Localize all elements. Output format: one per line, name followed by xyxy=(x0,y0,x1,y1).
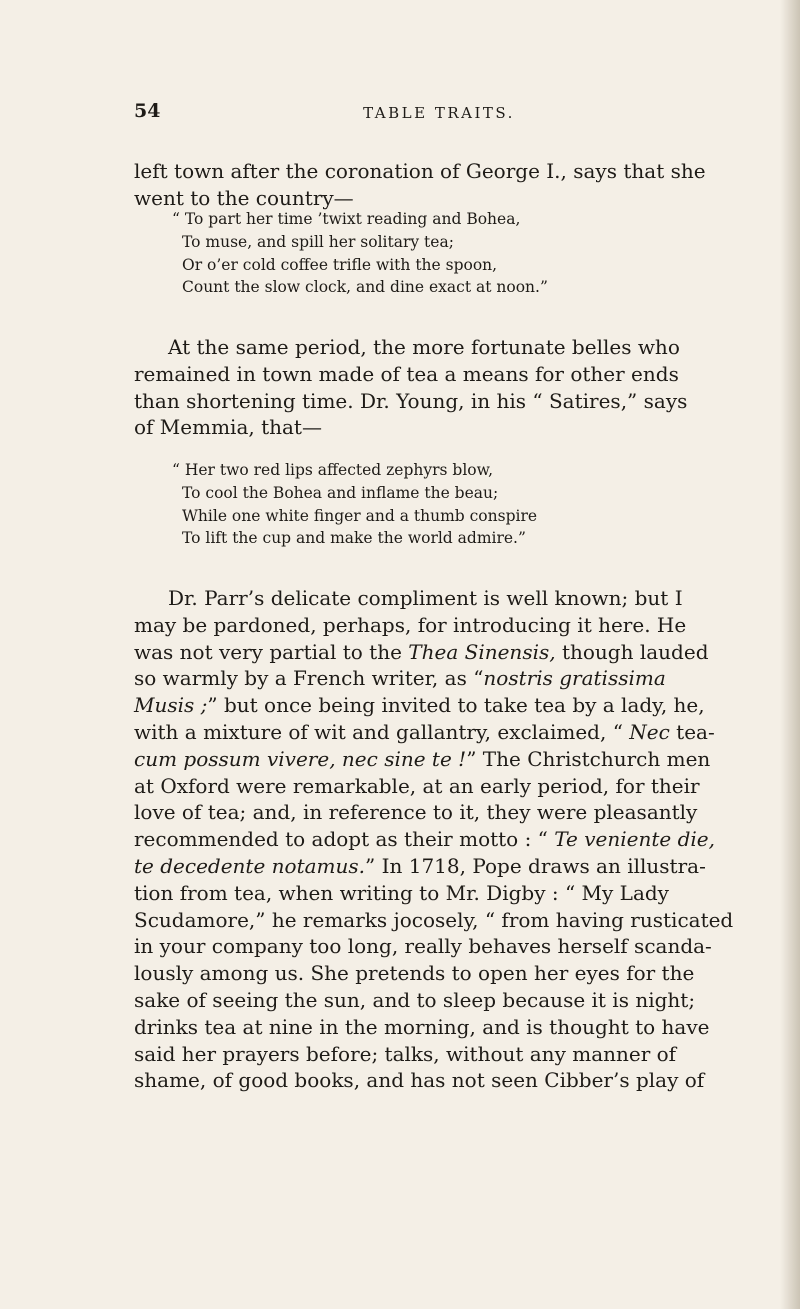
paragraph-3 xyxy=(134,585,744,1094)
verse-line: To muse, and spill her solitary tea; xyxy=(182,232,454,251)
text-line: love of tea; and, in reference to it, they were pleasantly xyxy=(134,800,698,825)
text-line: te decedente notamus.” In 1718, Pope draws an illustra- xyxy=(134,853,706,878)
italic-text: Te veniente die, xyxy=(554,827,715,852)
text-line: remained in town made of tea a means for other ends xyxy=(134,361,679,386)
verse-line: While one white finger and a thumb conspire xyxy=(182,506,538,525)
text-line: Musis ;” but once being invited to take tea by a lady, he, xyxy=(134,693,705,718)
italic-text: cum possum vivere, nec sine te ! xyxy=(134,746,467,771)
text-line: left town after the coronation of George I., says that she xyxy=(134,159,706,183)
text-line: shame, of good books, and has not seen Cibber’s play of xyxy=(134,1068,705,1093)
text-line: Scudamore,” he remarks jocosely, “ from having rusticated xyxy=(134,907,734,932)
italic-text: Musis ; xyxy=(134,693,208,718)
text-line: said her prayers before; talks, without any manner of xyxy=(134,1041,677,1066)
page-header xyxy=(134,100,744,126)
verse-quote-1 xyxy=(172,208,732,299)
verse-line: Or o’er cold coffee trifle with the spoon, xyxy=(182,255,498,274)
paragraph-1 xyxy=(134,158,744,212)
italic-text: Nec xyxy=(629,719,670,744)
text-line: Dr. Parr’s delicate compliment is well known; but I xyxy=(168,586,683,610)
verse-quote-2 xyxy=(172,459,732,550)
verse-line: “ To part her time ’twixt reading and Bohea, xyxy=(172,210,521,228)
text-line: tion from tea, when writing to Mr. Digby : “ My Lady xyxy=(134,880,669,905)
page-edge-shadow xyxy=(780,0,800,1309)
text-line: than shortening time. Dr. Young, in his “ Satires,” says xyxy=(134,388,688,413)
running-title: TABLE TRAITS. xyxy=(363,104,515,122)
italic-text: te decedente notamus. xyxy=(134,853,366,878)
italic-text: Thea Sinensis, xyxy=(408,639,556,664)
text-line: went to the country— xyxy=(134,185,354,210)
verse-line: Count the slow clock, and dine exact at noon.” xyxy=(182,278,548,297)
verse-line: To lift the cup and make the world admire.” xyxy=(182,529,526,548)
italic-text: nostris gratissima xyxy=(483,666,666,691)
page-number: 54 xyxy=(134,100,161,122)
text-line: in your company too long, really behaves herself scanda- xyxy=(134,934,712,959)
text-line: sake of seeing the sun, and to sleep because it is night; xyxy=(134,987,696,1012)
text-line: of Memmia, that— xyxy=(134,415,322,440)
text-line: so warmly by a French writer, as “nostris gratissima xyxy=(134,666,666,691)
text-line: with a mixture of wit and gallantry, exclaimed, “ Nec tea- xyxy=(134,719,715,744)
text-line: At the same period, the more fortunate belles who xyxy=(168,335,680,359)
paragraph-2 xyxy=(134,334,744,441)
text-line: was not very partial to the Thea Sinensis, though lauded xyxy=(134,639,709,664)
text-line: at Oxford were remarkable, at an early period, for their xyxy=(134,773,700,798)
text-line: lously among us. She pretends to open her eyes for the xyxy=(134,961,695,986)
text-line: recommended to adopt as their motto : “ Te veniente die, xyxy=(134,827,715,852)
text-line: may be pardoned, perhaps, for introducing it here. He xyxy=(134,612,687,637)
text-line: cum possum vivere, nec sine te !” The Christchurch men xyxy=(134,746,711,771)
text-line: drinks tea at nine in the morning, and is thought to have xyxy=(134,1014,710,1039)
verse-line: “ Her two red lips affected zephyrs blow, xyxy=(172,461,493,479)
verse-line: To cool the Bohea and inflame the beau; xyxy=(182,483,499,502)
